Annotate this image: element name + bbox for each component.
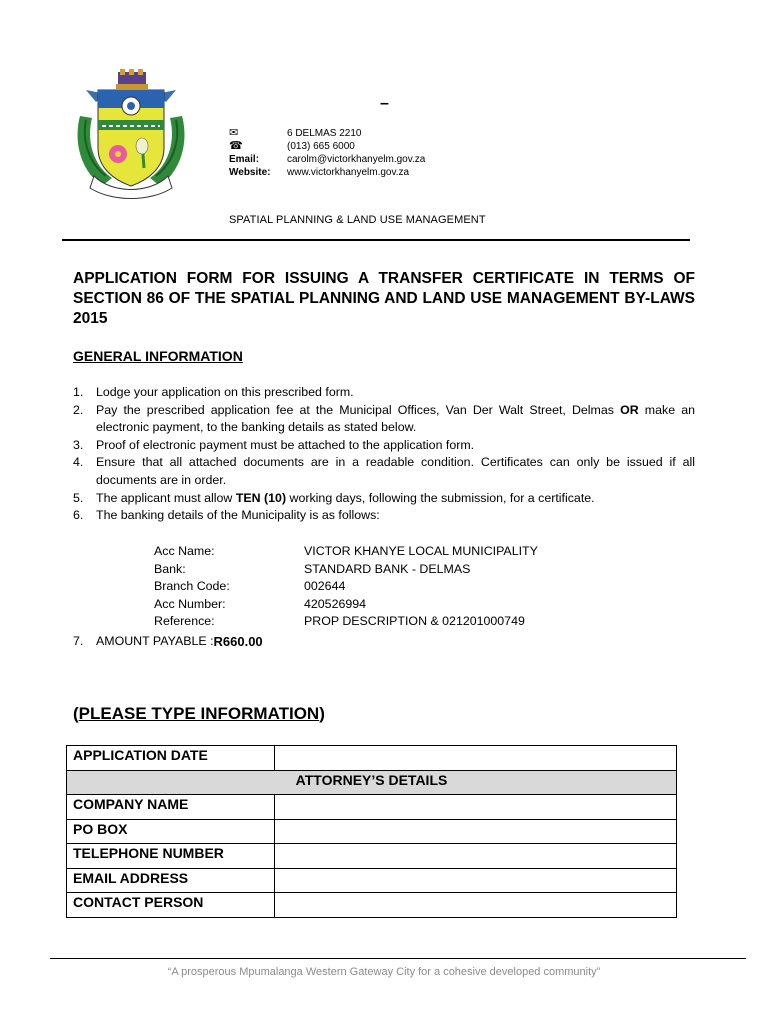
footer-motto: “A prosperous Mpumalanga Western Gateway City for a cohesive developed community”: [167, 966, 601, 978]
list-item: 1. Lodge your application on this prescribed form.: [73, 385, 354, 399]
please-type-heading: (PLEASE TYPE INFORMATION): [73, 704, 325, 723]
list-item: 3. Proof of electronic payment must be attached to the application form.: [73, 437, 475, 452]
table-row: [67, 844, 677, 869]
table-row: [67, 746, 677, 771]
table-row: [67, 819, 677, 844]
amount-payable: 7. AMOUNT PAYABLE : R660.00: [73, 634, 263, 649]
department-name: SPATIAL PLANNING & LAND USE MANAGEMENT: [229, 214, 486, 226]
company-name-field[interactable]: [275, 795, 677, 820]
telephone-icon: ☎: [229, 140, 243, 152]
company-name-label: COMPANY NAME: [67, 795, 275, 820]
po-box-label: PO BOX: [67, 819, 275, 844]
list-item: 2. Pay the prescribed application fee at the Municipal Offices, Van Der Walt Street, Delmas OR make an electronic payment, to the banking details as stated below.: [73, 402, 695, 435]
bank-row: Reference: PROP DESCRIPTION & 021201000749: [154, 614, 525, 629]
application-date-field[interactable]: [275, 746, 677, 771]
contact-email[interactable]: carolm@victorkhanyelm.gov.za: [287, 154, 426, 165]
header-divider: [62, 239, 690, 241]
application-form-table: [66, 745, 677, 918]
contact-phone: (013) 665 6000: [287, 141, 355, 152]
contact-block: [229, 127, 425, 179]
contact-website[interactable]: www.victorkhanyelm.gov.za: [287, 167, 410, 178]
footer-divider: [50, 958, 746, 959]
telephone-number-label: TELEPHONE NUMBER: [67, 844, 275, 869]
po-box-field[interactable]: [275, 819, 677, 844]
telephone-number-field[interactable]: [275, 844, 677, 869]
form-title: APPLICATION FORM FOR ISSUING A TRANSFER CERTIFICATE IN TERMS OF SECTION 86 OF THE SPATIAL PLANNING AND LAND USE MANAGEMENT BY-LAWS 2015: [73, 270, 695, 327]
list-item: 4. Ensure that all attached documents are in a readable condition. Certificates can only be issued if all documents are in order.: [73, 455, 695, 487]
banking-details: [154, 543, 538, 631]
application-date-label: APPLICATION DATE: [67, 746, 275, 771]
contact-person-field[interactable]: [275, 893, 677, 918]
contact-address: 6 DELMAS 2210: [287, 128, 362, 139]
website-label: Website:: [229, 167, 271, 178]
header-dash: –: [380, 95, 389, 112]
bank-row: Bank: STANDARD BANK - DELMAS: [154, 561, 471, 576]
instruction-list: [73, 384, 695, 525]
attorneys-details-heading: ATTORNEY’S DETAILS: [67, 770, 677, 795]
envelope-icon: ✉: [229, 127, 239, 139]
bank-row: Acc Number: 420526994: [154, 596, 367, 611]
table-row: [67, 868, 677, 893]
bank-row: Acc Name: VICTOR KHANYE LOCAL MUNICIPALITY: [154, 544, 538, 558]
general-information-heading: GENERAL INFORMATION: [73, 348, 243, 364]
contact-person-label: CONTACT PERSON: [67, 893, 275, 918]
table-row: [67, 795, 677, 820]
email-address-field[interactable]: [275, 868, 677, 893]
bank-row: Branch Code: 002644: [154, 579, 346, 594]
amount-value: R660.00: [213, 634, 263, 649]
email-address-label: EMAIL ADDRESS: [67, 868, 275, 893]
email-label: Email:: [229, 154, 260, 165]
list-item: 6. The banking details of the Municipality is as follows:: [73, 508, 380, 523]
municipal-coat-of-arms-logo: [72, 68, 190, 200]
table-row: [67, 893, 677, 918]
table-section-row: [67, 770, 677, 795]
list-item: 5. The applicant must allow TEN (10) working days, following the submission, for a certificate.: [73, 490, 595, 505]
